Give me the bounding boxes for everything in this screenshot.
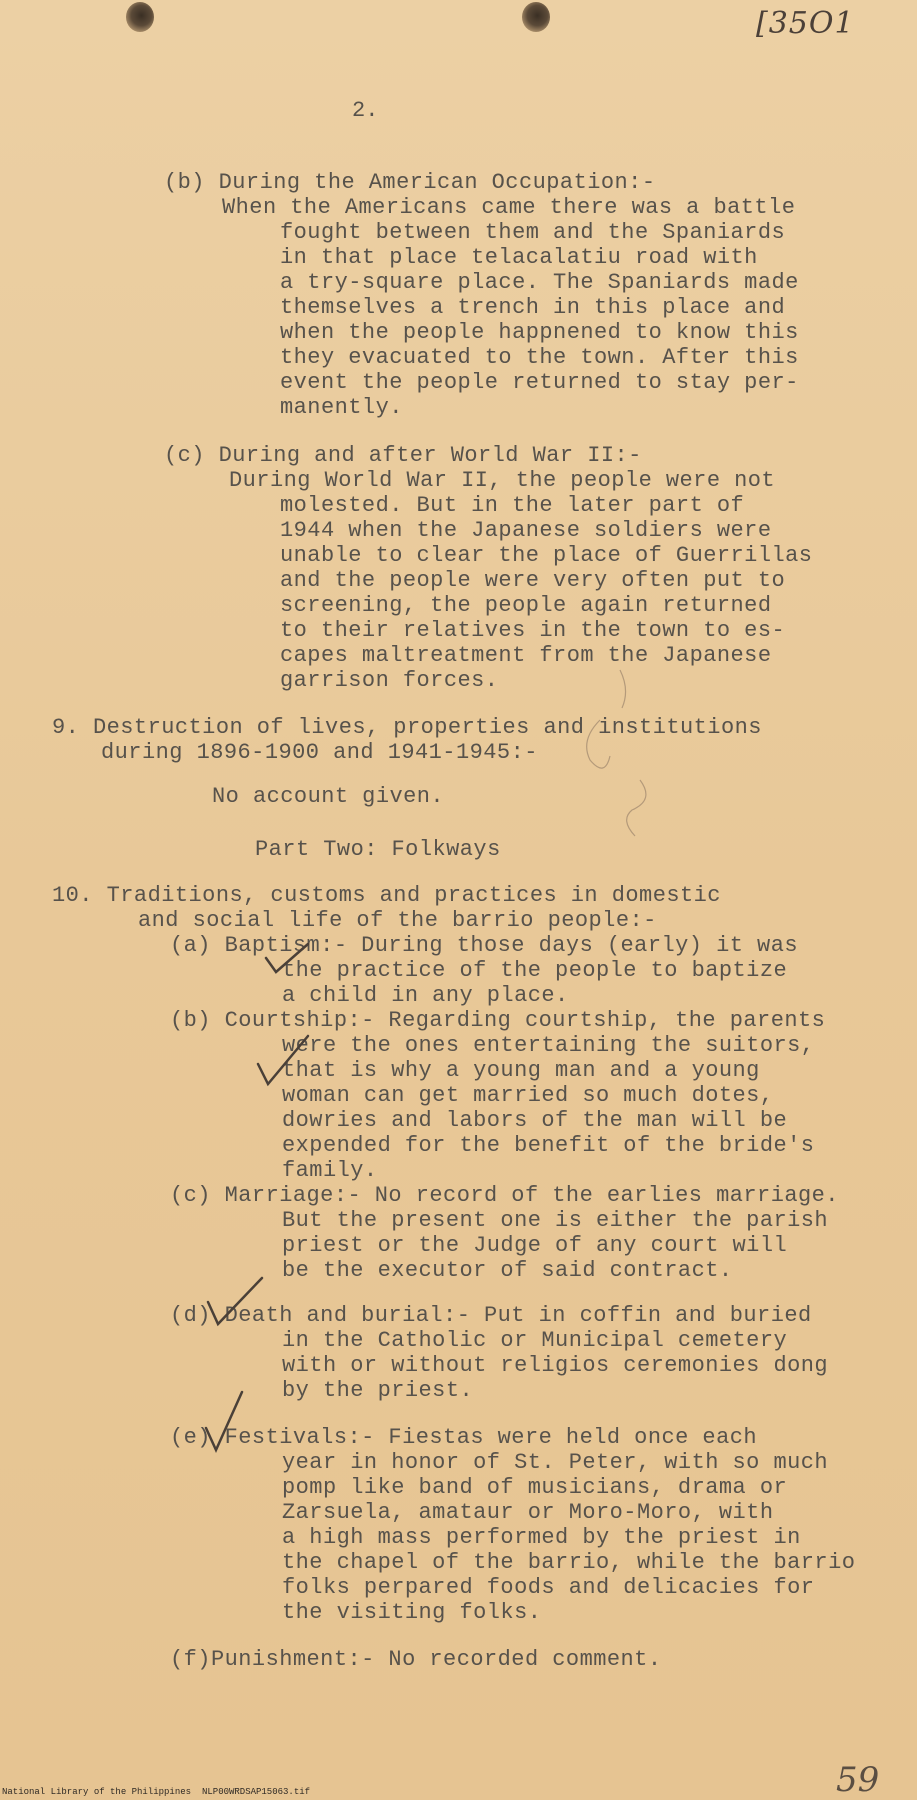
item-10b-line: family. [282, 1158, 378, 1183]
item-9-line: during 1896-1900 and 1941-1945:- [101, 740, 538, 765]
item-10b-line: that is why a young man and a young [282, 1058, 760, 1083]
section-b-line: event the people returned to stay per- [280, 370, 799, 395]
item-10a-line: the practice of the people to baptize [282, 958, 788, 983]
section-b-heading: (b) During the American Occupation:- [164, 170, 656, 195]
item-10-line: and social life of the barrio people:- [138, 908, 657, 933]
handwritten-number: 59 [836, 1760, 880, 1800]
section-b-line: they evacuated to the town. After this [280, 345, 799, 370]
item-10a-line: (a) Baptism:- During those days (early) it was [170, 933, 798, 958]
item-10b-line: (b) Courtship:- Regarding courtship, the parents [170, 1008, 826, 1033]
item-10d-line: with or without religios ceremonies dong [282, 1353, 829, 1378]
pencil-scribble-icon [560, 660, 720, 860]
section-c-line: capes maltreatment from the Japanese [280, 643, 772, 668]
check-mark-icon [200, 1388, 260, 1458]
punch-hole-left [126, 2, 154, 32]
footer-file: NLP00WRDSAP15063.tif [202, 1787, 311, 1797]
section-b-line: when the people happnened to know this [280, 320, 799, 345]
item-10d-line: (d) Death and burial:- Put in coffin and buried [170, 1303, 812, 1328]
item-10e-line: folks perpared foods and delicacies for [282, 1575, 815, 1600]
archive-mark: [35O1 [756, 6, 855, 41]
item-10e-line: (e) Festivals:- Fiestas were held once each [170, 1425, 758, 1450]
section-c-line: molested. But in the later part of [280, 493, 745, 518]
item-9-note: No account given. [212, 784, 445, 809]
page-number: 2. [352, 98, 379, 123]
item-10c-line: priest or the Judge of any court will [282, 1233, 788, 1258]
item-10c-line: But the present one is either the parish [282, 1208, 829, 1233]
item-10d-line: in the Catholic or Municipal cemetery [282, 1328, 788, 1353]
item-10e-line: pomp like band of musicians, drama or [282, 1475, 788, 1500]
item-10b-line: were the ones entertaining the suitors, [282, 1033, 815, 1058]
punch-hole-right [522, 2, 550, 32]
part-two-title: Part Two: Folkways [255, 837, 501, 862]
item-10f-line: (f)Punishment:- No recorded comment. [170, 1647, 662, 1672]
item-10e-line: the visiting folks. [282, 1600, 542, 1625]
section-b-line: a try-square place. The Spaniards made [280, 270, 799, 295]
item-10b-line: expended for the benefit of the bride's [282, 1133, 815, 1158]
item-10a-line: a child in any place. [282, 983, 569, 1008]
item-10d-line: by the priest. [282, 1378, 474, 1403]
section-b-line: in that place telacalatiu road with [280, 245, 758, 270]
section-b-line: manently. [280, 395, 403, 420]
section-c-line: to their relatives in the town to es- [280, 618, 786, 643]
item-10e-line: year in honor of St. Peter, with so much [282, 1450, 829, 1475]
item-10b-line: woman can get married so much dotes, [282, 1083, 774, 1108]
section-c-line: and the people were very often put to [280, 568, 786, 593]
section-c-line: screening, the people again returned [280, 593, 772, 618]
check-mark-icon [254, 1030, 314, 1090]
section-c-line: 1944 when the Japanese soldiers were [280, 518, 772, 543]
item-10e-line: the chapel of the barrio, while the barrio [282, 1550, 856, 1575]
section-c-line: garrison forces. [280, 668, 499, 693]
section-c-line: During World War II, the people were not [229, 468, 776, 493]
section-b-line: When the Americans came there was a battle [222, 195, 796, 220]
item-10e-line: Zarsuela, amataur or Moro-Moro, with [282, 1500, 774, 1525]
item-10e-line: a high mass performed by the priest in [282, 1525, 801, 1550]
section-b-line: themselves a trench in this place and [280, 295, 786, 320]
item-9-line: 9. Destruction of lives, properties and institutions [52, 715, 762, 740]
section-b-line: fought between them and the Spaniards [280, 220, 786, 245]
section-c-line: unable to clear the place of Guerrillas [280, 543, 813, 568]
check-mark-icon [200, 1272, 270, 1332]
section-c-heading: (c) During and after World War II:- [164, 443, 642, 468]
item-10c-line: be the executor of said contract. [282, 1258, 733, 1283]
item-10b-line: dowries and labors of the man will be [282, 1108, 788, 1133]
check-mark-icon [262, 940, 312, 980]
item-10c-line: (c) Marriage:- No record of the earlies marriage. [170, 1183, 839, 1208]
item-10-line: 10. Traditions, customs and practices in domestic [52, 883, 721, 908]
footer-library: National Library of the Philippines [2, 1787, 192, 1797]
